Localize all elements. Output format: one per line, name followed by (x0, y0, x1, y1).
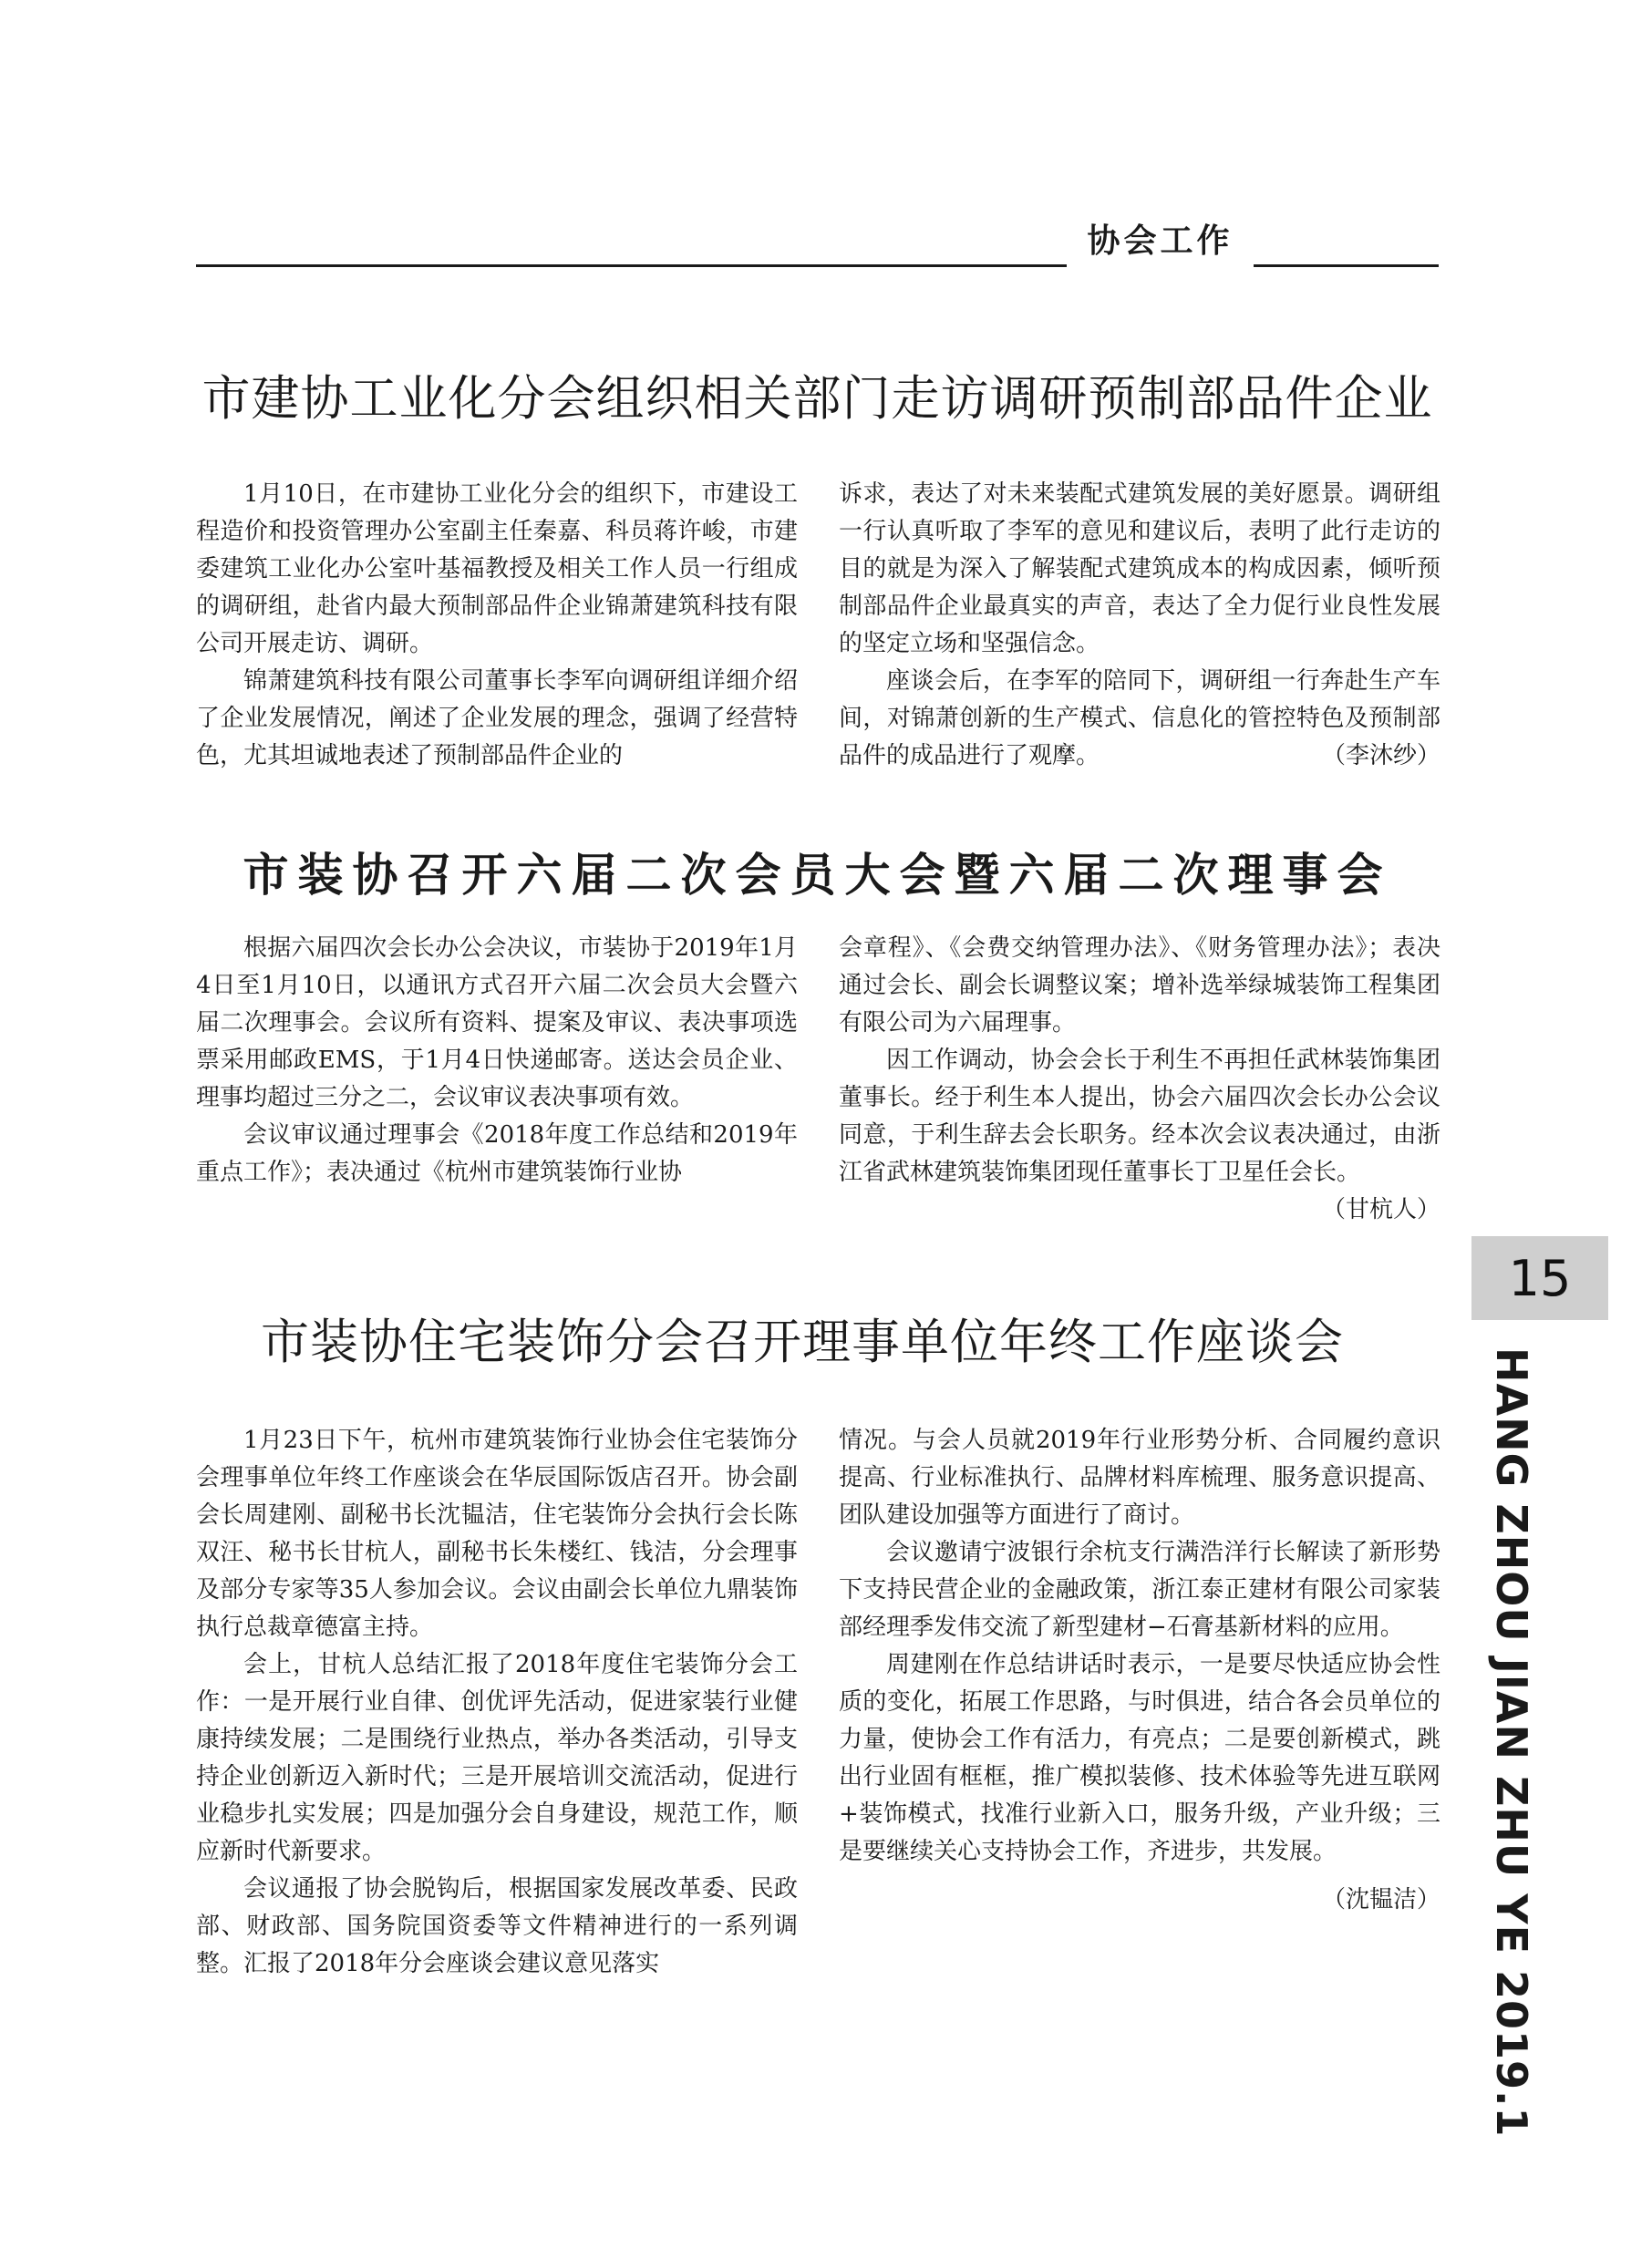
article-2-left-column (196, 930, 798, 1191)
article-1-paragraph: 座谈会后，在李军的陪同下，调研组一行奔赴生产车间，对锦萧创新的生产模式、信息化的管控特色及预制部品件的成品进行了观摩。 （李沐纱） (839, 663, 1440, 775)
article-1-paragraph: 锦萧建筑科技有限公司董事长李军向调研组详细介绍了企业发展情况，阐述了企业发展的理念，强调了经营特色，尤其坦诚地表述了预制部品件企业的 (196, 667, 798, 769)
article-3-paragraph: 1月23日下午，杭州市建筑装饰行业协会住宅装饰分会理事单位年终工作座谈会在华辰国际饭店召开。协会副会长周建刚、副秘书长沈韫洁，住宅装饰分会执行会长陈双汪、秘书长甘杭人，副秘书长朱楼红、钱洁，分会理事及部分专家等35人参加会议。会议由副会长单位九鼎装饰执行总裁章德富主持。 (196, 1427, 798, 1641)
page-number: 15 (1471, 1236, 1608, 1320)
article-3-left-column (196, 1422, 798, 1983)
article-3-title: 市装协住宅装饰分会召开理事单位年终工作座谈会 (261, 1315, 1344, 1370)
article-3-paragraph: 会议邀请宁波银行余杭支行满浩洋行长解读了新形势下支持民营企业的金融政策，浙江泰正建材有限公司家装部经理季发伟交流了新型建材−石膏基新材料的应用。 (839, 1539, 1440, 1641)
article-3-paragraph: 会上，甘杭人总结汇报了2018年度住宅装饰分会工作：一是开展行业自律、创优评先活动，促进家装行业健康持续发展；二是围绕行业热点，举办各类活动，引导支持企业创新迈入新时代；三是开展培训交流活动，促进行业稳步扎实发展；四是加强分会自身建设，规范工作，顺应新时代新要求。 (196, 1651, 798, 1865)
article-1-title: 市建协工业化分会组织相关部门走访调研预制部品件企业 (201, 371, 1433, 427)
article-1-right-column (839, 476, 1440, 775)
article-3-paragraph: 会议通报了协会脱钩后，根据国家发展改革委、民政部、财政部、国务院国资委等文件精神进行的一系列调整。汇报了2018年分会座谈会建议意见落实 (196, 1875, 798, 1977)
header-rule-right (1254, 264, 1439, 267)
article-3-right-column (839, 1422, 1440, 1919)
article-3-paragraph: 情况。与会人员就2019年行业形势分析、合同履约意识提高、行业标准执行、品牌材料库梳理、服务意识提高、团队建设加强等方面进行了商讨。 (839, 1427, 1440, 1529)
article-2-right-column (839, 930, 1440, 1229)
article-3-author: （沈韫洁） (1321, 1886, 1440, 1913)
article-2-author: （甘杭人） (1321, 1196, 1440, 1223)
article-1-author: （李沐纱） (1321, 742, 1440, 769)
article-2-paragraph: 会议审议通过理事会《2018年度工作总结和2019年重点工作》；表决通过《杭州市建筑装饰行业协 (196, 1121, 798, 1186)
article-2-paragraph: 会章程》、《会费交纳管理办法》、《财务管理办法》；表决通过会长、副会长调整议案；增补选举绿城装饰工程集团有限公司为六届理事。 (839, 934, 1440, 1037)
article-1-paragraph: 诉求，表达了对未来装配式建筑发展的美好愿景。调研组一行认真听取了李军的意见和建议后，表明了此行走访的目的就是为深入了解装配式建筑成本的构成因素，倾听预制部品件企业最真实的声音，表达了全力促行业良性发展的坚定立场和坚强信念。 (839, 480, 1440, 657)
article-3-paragraph: 周建刚在作总结讲话时表示，一是要尽快适应协会性质的变化，拓展工作思路，与时俱进，结合各会员单位的力量，使协会工作有活力，有亮点；二是要创新模式，跳出行业固有框框，推广模拟装修、技术体验等先进互联网+装饰模式，找准行业新入口，服务升级，产业升级；三是要继续关心支持协会工作，齐进步，共发展。 (839, 1651, 1440, 1865)
journal-side-label: HANG ZHOU JIAN ZHU YE 2019.1 (1487, 1347, 1536, 2138)
article-2-title: 市装协召开六届二次会员大会暨六届二次理事会 (243, 848, 1392, 902)
article-2-paragraph: 根据六届四次会长办公会决议，市装协于2019年1月4日至1月10日，以通讯方式召开六届二次会员大会暨六届二次理事会。会议所有资料、提案及审议、表决事项选票采用邮政EMS，于1月4日快递邮寄。送达会员企业、理事均超过三分之二，会议审议表决事项有效。 (196, 934, 798, 1111)
section-label: 协会工作 (1087, 222, 1234, 260)
article-1-paragraph: 1月10日，在市建协工业化分会的组织下，市建设工程造价和投资管理办公室副主任秦嘉、科员蒋许峻，市建委建筑工业化办公室叶基福教授及相关工作人员一行组成的调研组，赴省内最大预制部品件企业锦萧建筑科技有限公司开展走访、调研。 (196, 480, 798, 657)
article-1-left-column (196, 476, 798, 775)
header-rule-left (196, 264, 1067, 267)
article-2-paragraph: 因工作调动，协会会长于利生不再担任武林装饰集团董事长。经于利生本人提出，协会六届四次会长办公会议同意，于利生辞去会长职务。经本次会议表决通过，由浙江省武林建筑装饰集团现任董事长丁卫星任会长。 （甘杭人） (839, 1042, 1440, 1191)
